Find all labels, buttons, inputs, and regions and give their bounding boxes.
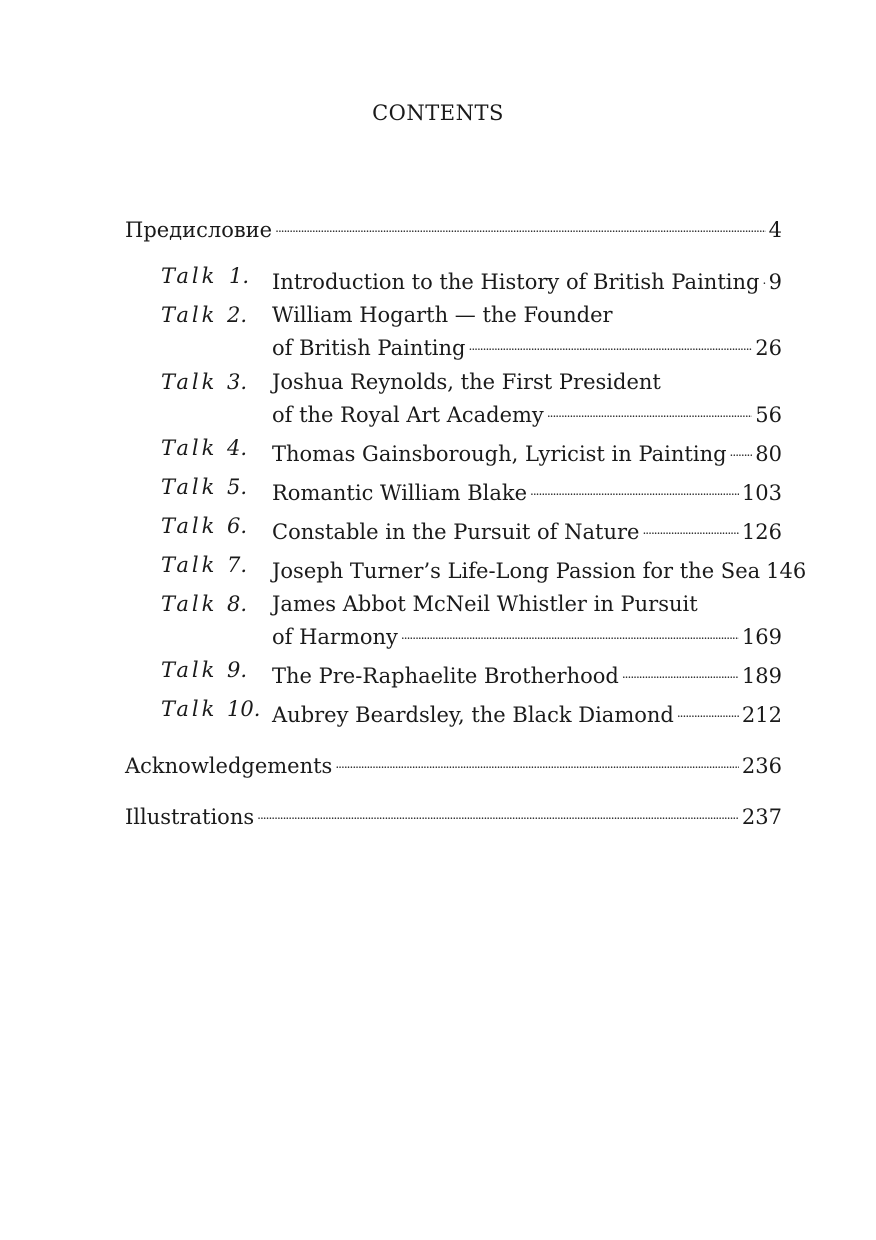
talk-title: Joseph Turner’s Life-Long Passion for the Sea <box>272 559 761 583</box>
talk-number: 8. <box>227 592 248 616</box>
talk-label: Talk <box>161 697 218 721</box>
toc-entry-page: 56 <box>755 403 782 427</box>
toc-entry-talk-10 <box>272 696 782 728</box>
talk-title-cont: of British Painting <box>272 336 466 360</box>
toc-entry-preface <box>125 211 782 243</box>
talk-title-cont: of Harmony <box>272 625 398 649</box>
talk-title: Joshua Reynolds, the First President <box>272 370 661 394</box>
leader-dots <box>622 657 739 683</box>
talk-label: Talk <box>161 436 218 460</box>
talk-number: 5. <box>227 475 248 499</box>
toc-entry-page: 4 <box>768 218 782 242</box>
toc-entry-page: 26 <box>755 336 782 360</box>
toc-entry-page: 80 <box>755 442 782 466</box>
talk-number: 10. <box>227 697 261 721</box>
talk-number: 9. <box>227 658 248 682</box>
talk-number: 6. <box>227 514 248 538</box>
toc-entry-talk-8 <box>272 618 782 650</box>
toc-entry-text: Предисловие <box>125 218 273 242</box>
toc-entry-talk-4 <box>272 435 782 467</box>
toc-entry-page: 237 <box>741 805 782 829</box>
talk-label: Talk <box>161 264 218 288</box>
toc-entry-page: 189 <box>741 664 782 688</box>
leader-dots <box>730 435 753 461</box>
toc-entry-text: Acknowledgements <box>125 754 333 778</box>
talk-label: Talk <box>161 553 218 577</box>
talk-number: 2. <box>227 303 248 327</box>
talk-label: Talk <box>161 514 218 538</box>
talk-title: Introduction to the History of British Painting <box>272 270 760 294</box>
leader-dots <box>401 618 739 644</box>
talk-title: James Abbot McNeil Whistler in Pursuit <box>272 592 698 616</box>
leader-dots <box>642 513 738 539</box>
toc-entry-talk-5 <box>272 474 782 506</box>
toc-entry-page: 236 <box>741 754 782 778</box>
talk-title: Aubrey Beardsley, the Black Diamond <box>272 703 674 727</box>
page-title: CONTENTS <box>372 101 504 125</box>
toc-entry-page: 126 <box>741 520 782 544</box>
leader-dots <box>547 396 752 422</box>
toc-entry-page: 9 <box>768 270 782 294</box>
toc-entry-page: 169 <box>741 625 782 649</box>
toc-entry-talk-3 <box>272 396 782 428</box>
talk-title: Thomas Gainsborough, Lyricist in Painting <box>272 442 727 466</box>
toc-entry-talk-1 <box>272 263 782 295</box>
talk-title-cont: of the Royal Art Academy <box>272 403 544 427</box>
toc-entry-page: 212 <box>741 703 782 727</box>
talk-title: William Hogarth — the Founder <box>272 303 613 327</box>
leader-dots <box>677 696 739 722</box>
leader-dots <box>257 798 739 824</box>
talk-label: Talk <box>161 592 218 616</box>
leader-dots <box>468 329 752 355</box>
leader-dots <box>530 474 739 500</box>
toc-entry-talk-7 <box>272 552 807 584</box>
talk-label: Talk <box>161 303 218 327</box>
talk-label: Talk <box>161 370 218 394</box>
leader-dots <box>335 747 739 773</box>
leader-dots <box>762 263 765 289</box>
talk-number: 1. <box>229 264 250 288</box>
talk-number: 7. <box>227 553 248 577</box>
toc-entry-page: 146 <box>766 559 807 583</box>
toc-entry-talk-9 <box>272 657 782 689</box>
toc-entry-acknowledgements <box>125 747 782 779</box>
talk-number: 4. <box>227 436 248 460</box>
toc-entry-talk-6 <box>272 513 782 545</box>
talk-title: Constable in the Pursuit of Nature <box>272 520 640 544</box>
talk-label: Talk <box>161 475 218 499</box>
leader-dots <box>275 211 766 237</box>
talk-title: Romantic William Blake <box>272 481 528 505</box>
talk-title: The Pre-Raphaelite Brotherhood <box>272 664 619 688</box>
toc-entry-illustrations <box>125 798 782 830</box>
talk-number: 3. <box>227 370 248 394</box>
toc-entry-talk-2 <box>272 329 782 361</box>
toc-entry-text: Illustrations <box>125 805 255 829</box>
toc-entry-page: 103 <box>741 481 782 505</box>
talk-label: Talk <box>161 658 218 682</box>
